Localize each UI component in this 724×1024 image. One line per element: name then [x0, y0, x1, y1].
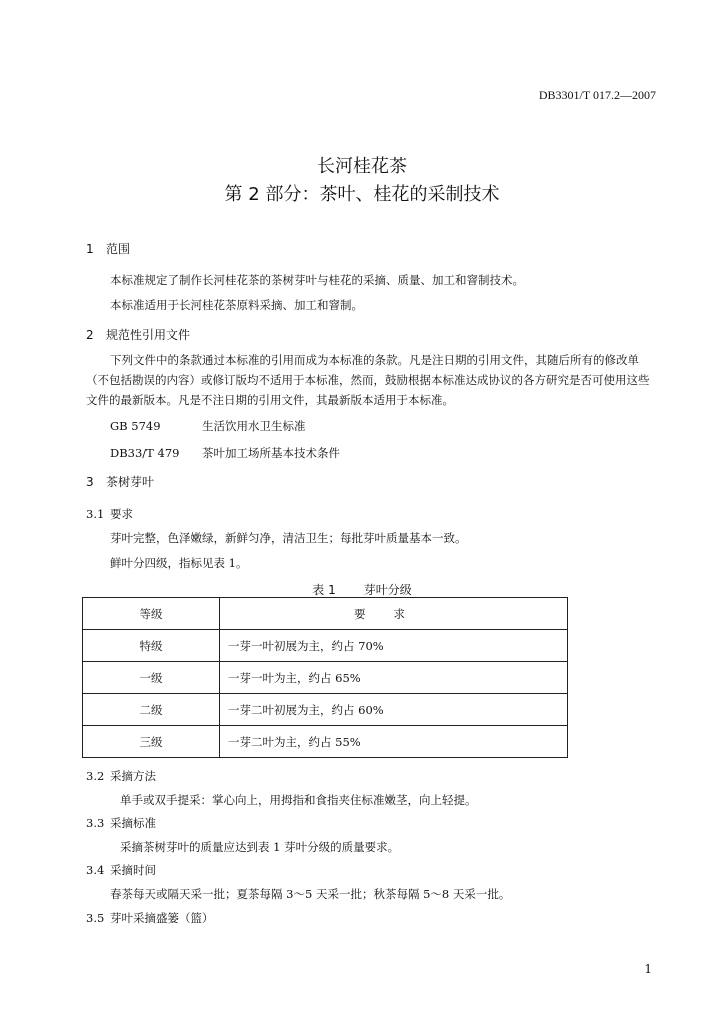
subsection-number: 3.4 [86, 863, 105, 877]
subsection-title: 采摘方法 [110, 769, 156, 783]
reference-item [110, 445, 340, 461]
subsection-number: 3.5 [86, 911, 105, 925]
reference-title: 生活饮用水卫生标准 [202, 419, 306, 433]
document-subtitle: 第 2 部分：茶叶、桂花的采制技术 [224, 184, 500, 205]
table-row [83, 630, 568, 662]
requirement-cell: 一芽二叶为主，约占 55% [220, 726, 568, 758]
section-2-heading [86, 326, 190, 343]
paragraph: 鲜叶分四级，指标见表 1。 [110, 556, 248, 570]
subsection-title: 采摘标准 [110, 816, 156, 830]
subsection-title: 采摘时间 [110, 863, 156, 877]
paragraph: 采摘茶树芽叶的质量应达到表 1 芽叶分级的质量要求。 [120, 840, 400, 854]
subsection-3-2-heading [86, 768, 156, 784]
subsection-3-4-heading [86, 862, 156, 878]
table-row [83, 694, 568, 726]
document-number: DB3301/T 017.2—2007 [538, 88, 656, 102]
reference-title: 茶叶加工场所基本技术条件 [202, 446, 340, 460]
subsection-3-5-heading [86, 910, 214, 926]
section-title: 规范性引用文件 [106, 328, 191, 342]
paragraph: 芽叶完整，色泽嫩绿，新鲜匀净，清洁卫生；每批芽叶质量基本一致。 [110, 531, 467, 545]
header-requirement: 要求 [220, 598, 568, 630]
table-caption [0, 581, 724, 598]
header-grade: 等级 [83, 598, 220, 630]
section-title: 范围 [106, 242, 131, 256]
grade-table [82, 597, 568, 758]
table-number: 表 1 [312, 583, 336, 597]
subsection-number: 3.1 [86, 507, 105, 521]
requirement-cell: 一芽二叶初展为主，约占 60% [220, 694, 568, 726]
paragraph: 本标准规定了制作长河桂花茶的茶树芽叶与桂花的采摘、质量、加工和窨制技术。 [110, 273, 524, 287]
table-header-row [83, 598, 568, 630]
subsection-3-1-heading [86, 506, 133, 522]
paragraph: 下列文件中的条款通过本标准的引用而成为本标准的条款。凡是注日期的引用文件，其随后所有的修改单（不包括勘误的内容）或修订版均不适用于本标准，然而，鼓励根据本标准达成协议的各方研究是否可使用这些文件的最新版本。凡是不注日期的引用文件，其最新版本适用于本标准。 [86, 353, 650, 407]
subsection-title: 芽叶采摘盛篓（篮） [110, 911, 214, 925]
grade-cell: 三级 [83, 726, 220, 758]
subsection-number: 3.2 [86, 769, 105, 783]
requirement-cell: 一芽一叶初展为主，约占 70% [220, 630, 568, 662]
paragraph: 单手或双手提采：掌心向上，用拇指和食指夹住标准嫩茎，向上轻提。 [120, 793, 477, 807]
requirement-cell: 一芽一叶为主，约占 65% [220, 662, 568, 694]
section-number: 2 [86, 328, 94, 342]
table-row [83, 726, 568, 758]
subsection-number: 3.3 [86, 816, 105, 830]
grade-cell: 特级 [83, 630, 220, 662]
subsection-3-3-heading [86, 815, 156, 831]
reference-code: DB33/T 479 [110, 446, 180, 460]
section-1-heading [86, 240, 130, 257]
section-number: 3 [86, 475, 94, 489]
reference-item [110, 418, 306, 434]
section-3-heading [86, 473, 154, 490]
page-number: 1 [644, 962, 652, 976]
document-title: 长河桂花茶 [317, 156, 407, 177]
reference-code: GB 5749 [110, 419, 161, 433]
table-row [83, 662, 568, 694]
subsection-title: 要求 [110, 507, 133, 521]
paragraph: 春茶每天或隔天采一批；夏茶每隔 3～5 天采一批；秋茶每隔 5～8 天采一批。 [110, 887, 511, 901]
section-number: 1 [86, 242, 94, 256]
table-title: 芽叶分级 [363, 583, 412, 597]
grade-cell: 一级 [83, 662, 220, 694]
section-title: 茶树芽叶 [106, 475, 155, 489]
paragraph: 本标准适用于长河桂花茶原料采摘、加工和窨制。 [110, 298, 363, 312]
grade-cell: 二级 [83, 694, 220, 726]
